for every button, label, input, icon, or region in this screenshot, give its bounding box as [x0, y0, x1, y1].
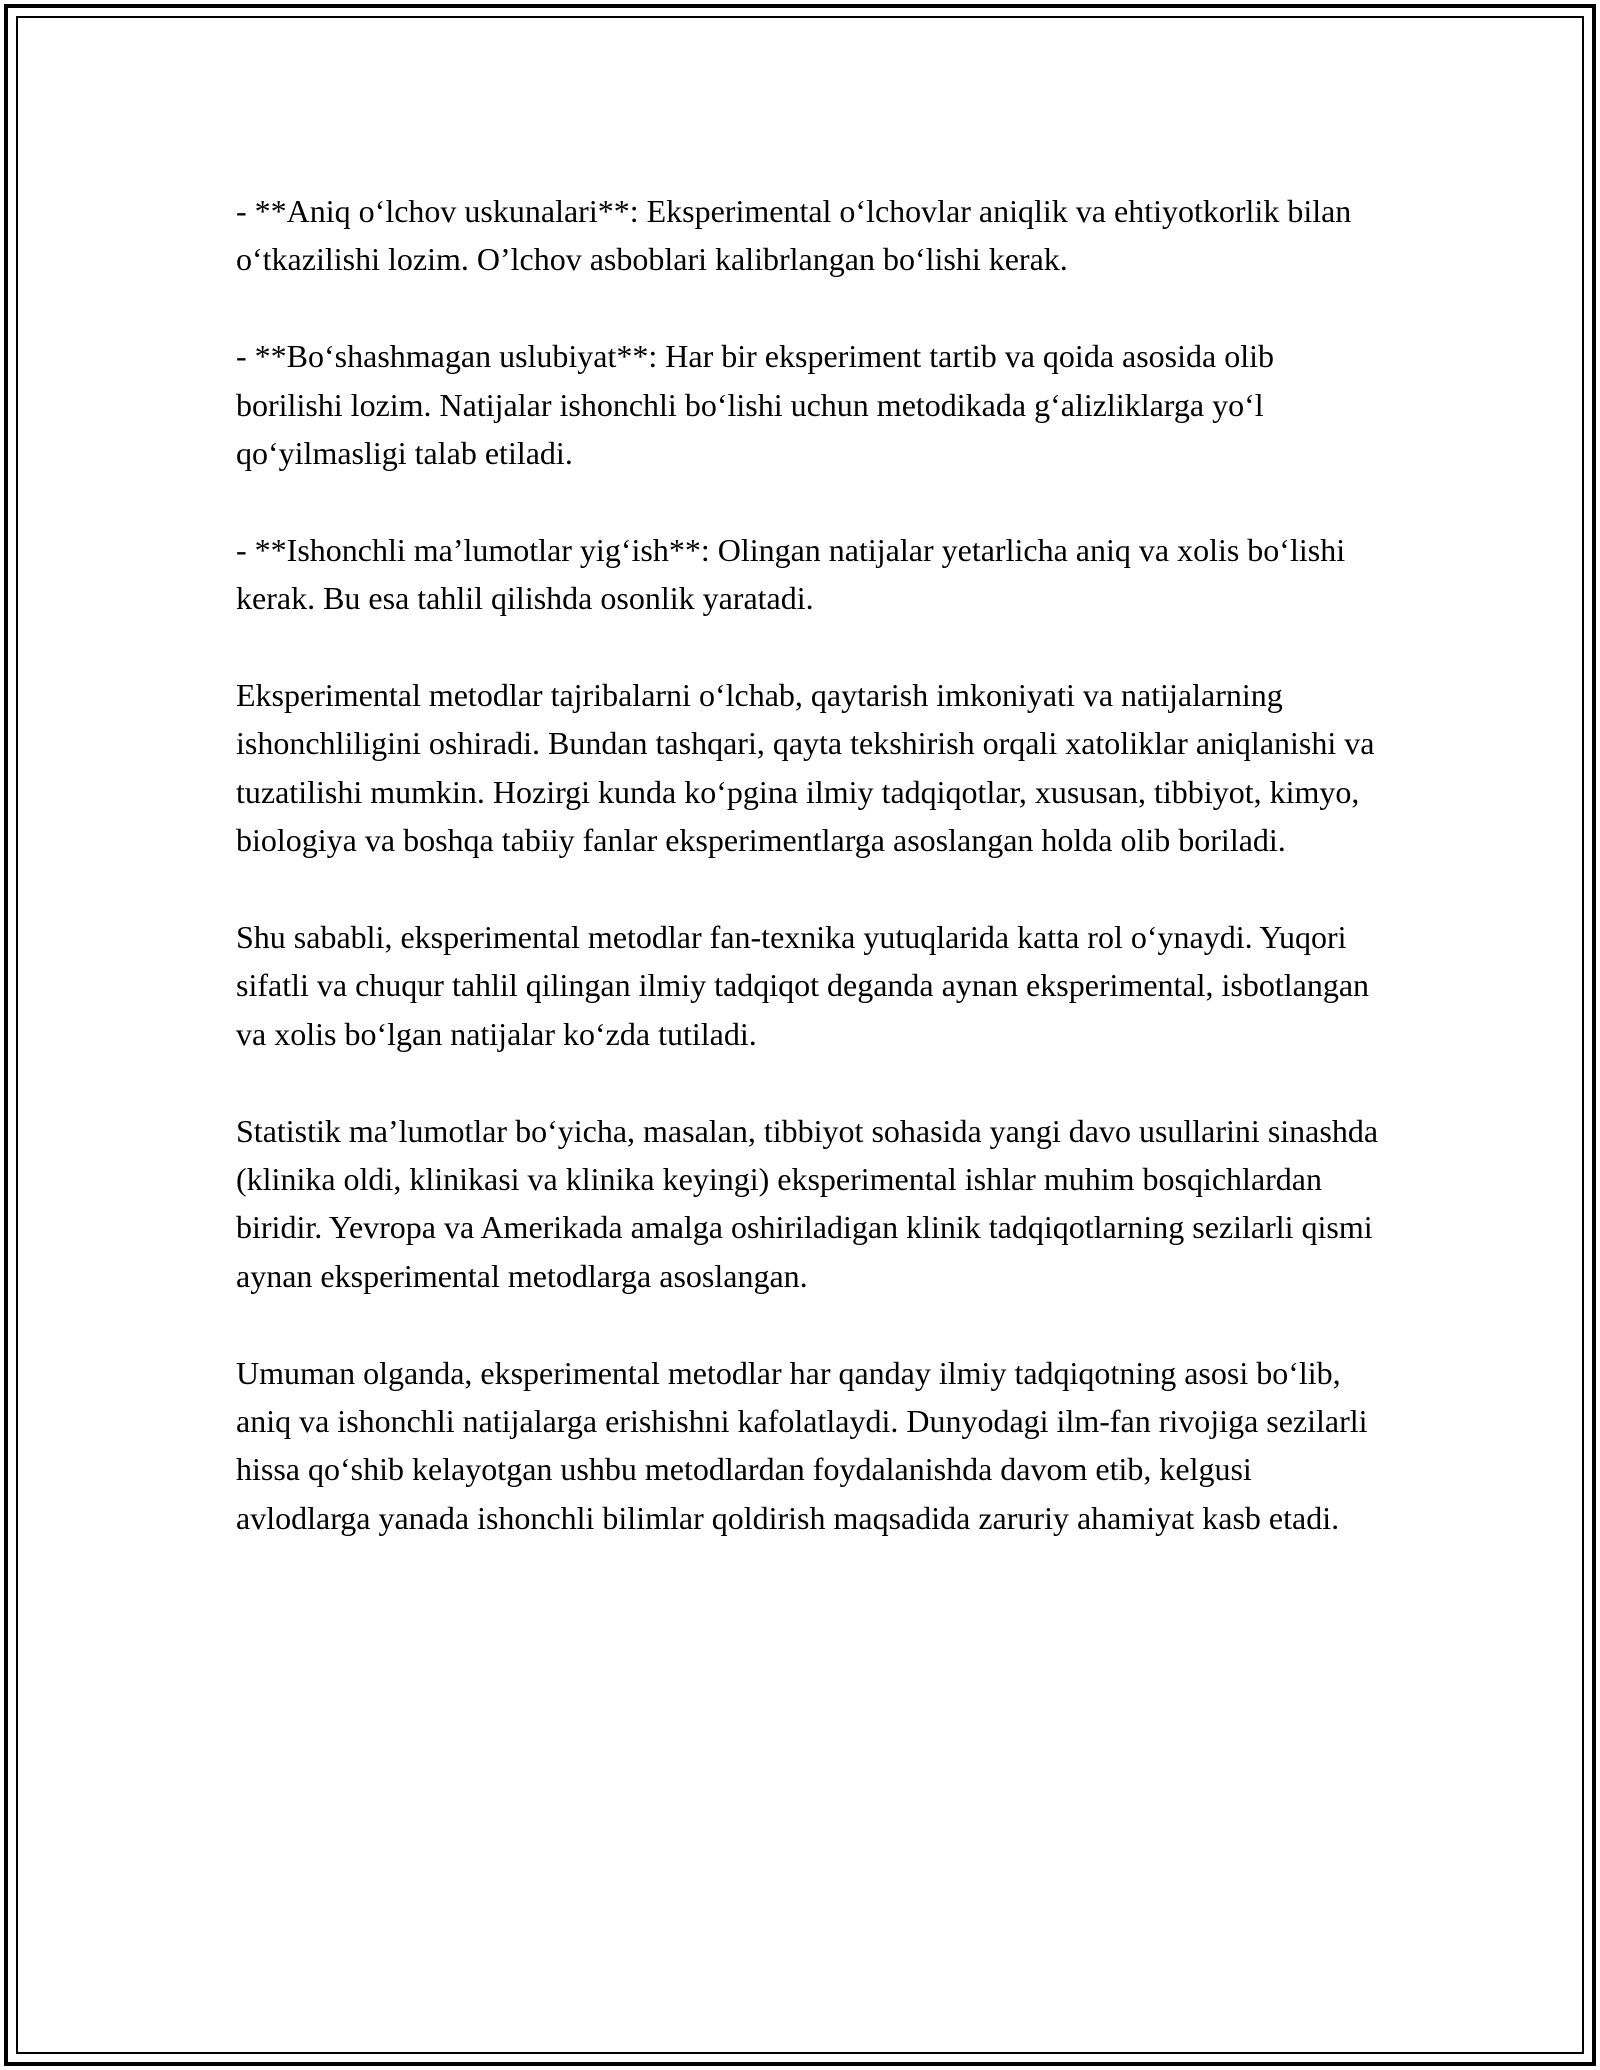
body-paragraph: Eksperimental metodlar tajribalarni oʻlchab, qaytarish imkoniyati va natijalarning ishonchliligini oshiradi. Bundan tashqari, qayta tekshirish orqali xatoliklar aniqlanishi va tuzatilishi mumkin. Hozirgi kunda koʻpgina ilmiy tadqiqotlar, xususan, tibbiyot, kimyo, biologiya va boshqa tabiiy fanlar eksperimentlarga asoslangan holda olib boriladi.	[236, 677, 1375, 859]
body-paragraph: Statistik maʼlumotlar boʻyicha, masalan, tibbiyot sohasida yangi davo usullarini sinashda (klinika oldi, klinikasi va klinika keyingi) eksperimental ishlar muhim bosqichlardan biridir. Yevropa va Amerikada amalga oshiriladigan klinik tadqiqotlarning sezilarli qismi aynan eksperimental metodlarga asoslangan.	[236, 1112, 1379, 1294]
body-paragraph: Shu sababli, eksperimental metodlar fan-texnika yutuqlarida katta rol oʻynaydi. Yuqori sifatli va chuqur tahlil qilingan ilmiy tadqiqot deganda aynan eksperimental, isbotlangan va xolis boʻlgan natijalar koʻzda tutiladi.	[236, 919, 1370, 1052]
body-paragraph: Umuman olganda, eksperimental metodlar har qanday ilmiy tadqiqotning asosi boʻlib, aniq va ishonchli natijalarga erishishni kafolatlaydi. Dunyodagi ilm-fan rivojiga sezilarli hissa qoʻshib kelayotgan ushbu metodlardan foydalanishda davom etib, kelgusi avlodlarga yanada ishonchli bilimlar qoldirish maqsadida zaruriy ahamiyat kasb etadi.	[236, 1354, 1368, 1536]
document-body	[236, 187, 1386, 1591]
bullet-paragraph-measuring-equipment: - **Aniq oʻlchov uskunalari**: Eksperimental oʻlchovlar aniqlik va ehtiyotkorlik bilan oʻtkazilishi lozim. Oʼlchov asboblari kalibrlangan boʻlishi kerak.	[236, 193, 1352, 278]
bullet-paragraph-methodology: - **Boʻshashmagan uslubiyat**: Har bir eksperiment tartib va qoida asosida olib borilishi lozim. Natijalar ishonchli boʻlishi uchun metodikada gʻalizliklarga yoʻl qoʻyilmasligi talab etiladi.	[236, 338, 1274, 472]
bullet-paragraph-data-collection: - **Ishonchli maʼlumotlar yigʻish**: Olingan natijalar yetarlicha aniq va xolis boʻlishi kerak. Bu esa tahlil qilishda osonlik yaratadi.	[236, 531, 1346, 617]
